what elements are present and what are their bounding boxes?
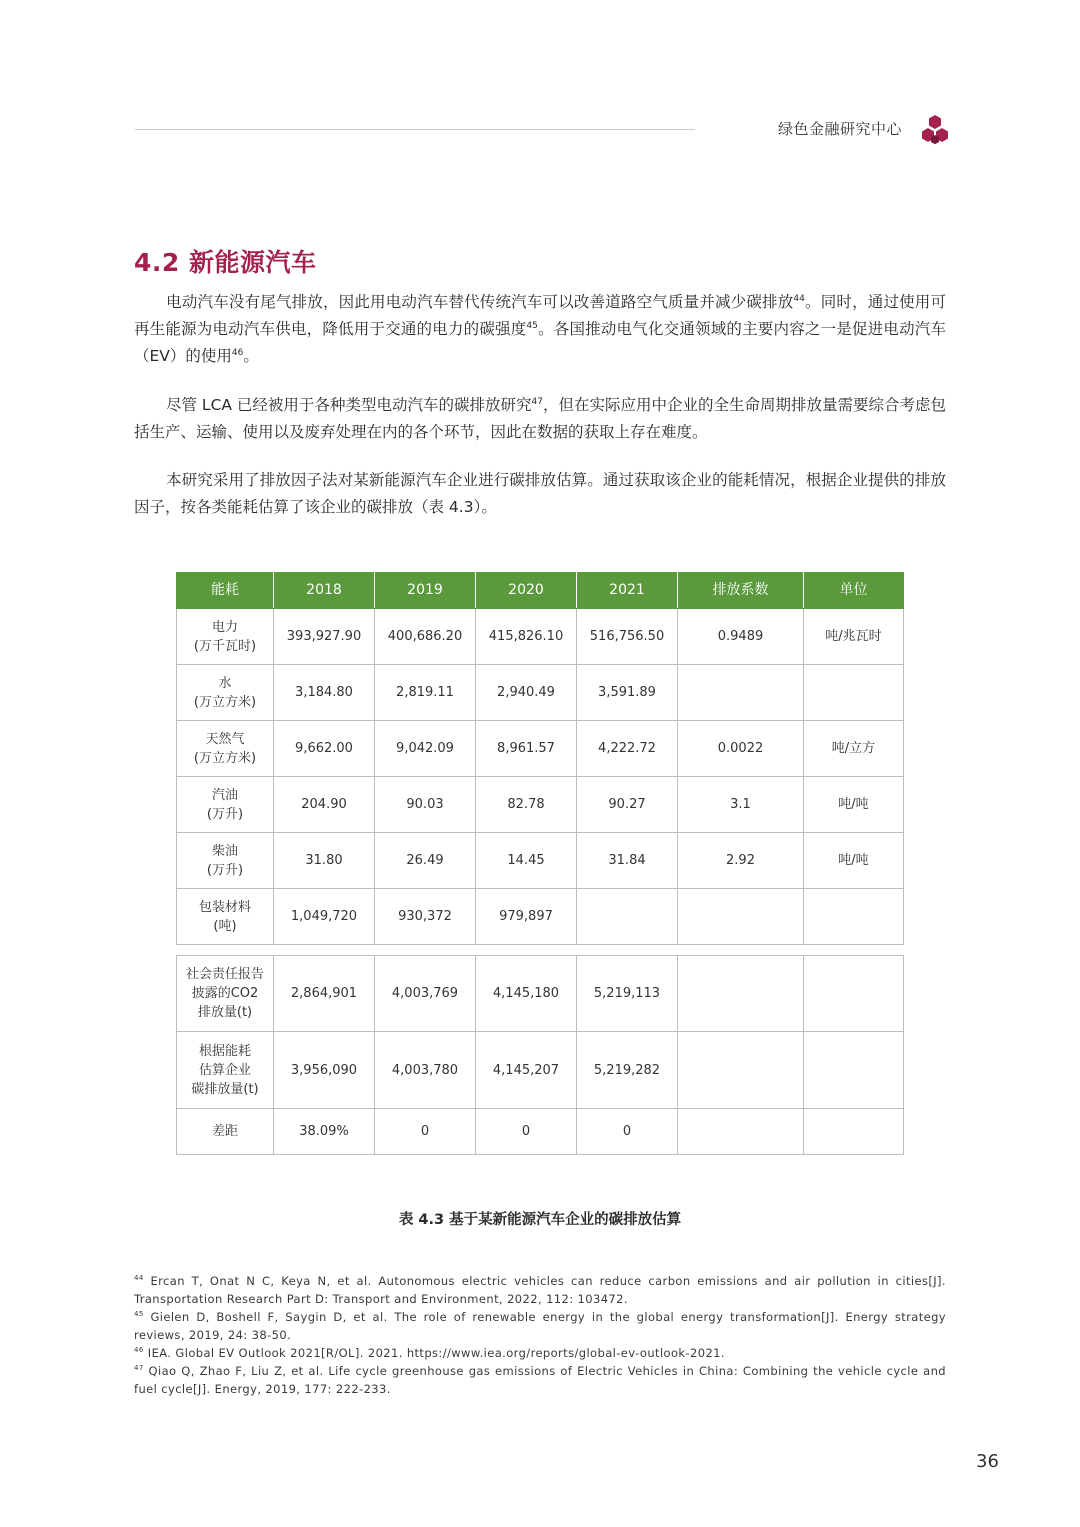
header-energy: 能耗 (177, 573, 274, 609)
cell-2021: 3,591.89 (577, 665, 678, 721)
row-label: 水 (万立方米) (177, 665, 274, 721)
cell-2018: 31.80 (274, 833, 375, 889)
cell-unit: 吨/立方 (804, 721, 904, 777)
cell-2020: 8,961.57 (476, 721, 577, 777)
cell-2021: 0 (577, 1109, 678, 1155)
table-row (177, 665, 904, 721)
footnote-44: $^{44}$ Ercan T, Onat N C, Keya N, et al. Autonomous electric vehicles can reduce carbon emissions and air pollution in cities[J]. Transportation Research Part D: Transport and Environment, 2022, 112: 103472. (134, 1274, 946, 1306)
cell-2020: 415,826.10 (476, 609, 577, 665)
cell-unit (804, 956, 904, 1032)
cell-2019: 9,042.09 (375, 721, 476, 777)
header-coefficient: 排放系数 (678, 573, 804, 609)
cell-2018: 3,184.80 (274, 665, 375, 721)
cell-2019: 930,372 (375, 889, 476, 945)
cell-2018: 38.09% (274, 1109, 375, 1155)
header-rule (135, 129, 695, 130)
row-label: 包装材料 (吨) (177, 889, 274, 945)
table-row (177, 777, 904, 833)
cell-coefficient (678, 889, 804, 945)
footnote-ref-47[interactable]: 47 (531, 397, 543, 407)
cell-unit (804, 1109, 904, 1155)
footnote-47: $^{47}$ Qiao Q, Zhao F, Liu Z, et al. Life cycle greenhouse gas emissions of Electric Vehicles in China: Combining the vehicle cycle and fuel cycle[J]. Energy, 2019, 177: 222-233. (134, 1364, 947, 1396)
cell-unit: 吨/吨 (804, 777, 904, 833)
table-row (177, 833, 904, 889)
row-label: 天然气 (万立方米) (177, 721, 274, 777)
table-header-row (177, 573, 904, 609)
cell-coefficient: 0.9489 (678, 609, 804, 665)
section-title: 4.2 新能源汽车 (134, 248, 317, 277)
row-label: 汽油 (万升) (177, 777, 274, 833)
cell-unit (804, 1032, 904, 1109)
cell-2018: 2,864,901 (274, 956, 375, 1032)
paragraph-2: 尽管 LCA 已经被用于各种类型电动汽车的碳排放研究$^{47}$，但在实际应用中企业的全生命周期排放量需要综合考虑包括生产、运输、使用以及废弃处理在内的各个环节，因此在数据的获取上存在难度。 (134, 396, 946, 441)
cell-2018: 204.90 (274, 777, 375, 833)
cell-unit: 吨/兆瓦时 (804, 609, 904, 665)
header-2018: 2018 (274, 573, 375, 609)
cell-unit (804, 889, 904, 945)
footnote-45: $^{45}$ Gielen D, Boshell F, Saygin D, et al. The role of renewable energy in the global energy transformation[J]. Energy strategy reviews, 2019, 24: 38-50. (134, 1310, 946, 1342)
cell-2019: 4,003,769 (375, 956, 476, 1032)
cell-2018: 3,956,090 (274, 1032, 375, 1109)
cell-2019: 90.03 (375, 777, 476, 833)
cell-2019: 4,003,780 (375, 1032, 476, 1109)
row-label: 柴油 (万升) (177, 833, 274, 889)
cell-2018: 393,927.90 (274, 609, 375, 665)
footnote-46: $^{46}$ IEA. Global EV Outlook 2021[R/OL]. 2021. https://www.iea.org/reports/global-ev-outlook-2021. (134, 1346, 725, 1360)
cell-2020: 4,145,207 (476, 1032, 577, 1109)
table-row (177, 1109, 904, 1155)
footnote-ref-45[interactable]: 45 (526, 321, 538, 331)
cell-2021: 5,219,113 (577, 956, 678, 1032)
table-row (177, 1032, 904, 1109)
table-caption: 表 4.3 基于某新能源汽车企业的碳排放估算 (398, 1212, 682, 1228)
emission-comparison-table (176, 955, 904, 1155)
cell-coefficient: 0.0022 (678, 721, 804, 777)
table-row (177, 956, 904, 1032)
cell-2020: 2,940.49 (476, 665, 577, 721)
energy-consumption-table (176, 572, 904, 945)
cell-2020: 14.45 (476, 833, 577, 889)
cell-2021: 516,756.50 (577, 609, 678, 665)
row-label: 差距 (177, 1109, 274, 1155)
cell-2020: 0 (476, 1109, 577, 1155)
header-2021: 2021 (577, 573, 678, 609)
footnotes (134, 1272, 946, 1398)
table-row (177, 609, 904, 665)
row-label: 根据能耗 估算企业 碳排放量(t) (177, 1032, 274, 1109)
cell-2018: 9,662.00 (274, 721, 375, 777)
cell-coefficient (678, 665, 804, 721)
cell-unit (804, 665, 904, 721)
header-2019: 2019 (375, 573, 476, 609)
cell-2021: 90.27 (577, 777, 678, 833)
cell-2020: 82.78 (476, 777, 577, 833)
cell-unit: 吨/吨 (804, 833, 904, 889)
cell-2021 (577, 889, 678, 945)
hexagon-logo-icon (920, 114, 950, 146)
cell-2019: 2,819.11 (375, 665, 476, 721)
table-row (177, 889, 904, 945)
row-label: 社会责任报告 披露的CO2 排放量(t) (177, 956, 274, 1032)
cell-2021: 31.84 (577, 833, 678, 889)
footnote-ref-44[interactable]: 44 (793, 294, 805, 304)
page-number: 36 (976, 1451, 999, 1472)
table-row (177, 721, 904, 777)
cell-coefficient: 2.92 (678, 833, 804, 889)
paragraph-1: 电动汽车没有尾气排放，因此用电动汽车替代传统汽车可以改善道路空气质量并减少碳排放$^{44}$。同时，通过使用可再生能源为电动汽车供电，降低用于交通的电力的碳强度$^{45}$。各国推动电气化交通领域的主要内容之一是促进电动汽车（EV）的使用$^{46}$。 (134, 293, 946, 365)
cell-2020: 979,897 (476, 889, 577, 945)
cell-coefficient (678, 1032, 804, 1109)
cell-2021: 4,222.72 (577, 721, 678, 777)
cell-2018: 1,049,720 (274, 889, 375, 945)
cell-2019: 26.49 (375, 833, 476, 889)
cell-2021: 5,219,282 (577, 1032, 678, 1109)
paragraph-3: 本研究采用了排放因子法对某新能源汽车企业进行碳排放估算。通过获取该企业的能耗情况，根据企业提供的排放因子，按各类能耗估算了该企业的碳排放（表 4.3）。 (134, 471, 946, 516)
row-label: 电力 (万千瓦时) (177, 609, 274, 665)
header-unit: 单位 (804, 573, 904, 609)
header-2020: 2020 (476, 573, 577, 609)
cell-coefficient (678, 1109, 804, 1155)
header-title: 绿色金融研究中心 (778, 120, 903, 138)
cell-coefficient: 3.1 (678, 777, 804, 833)
cell-2020: 4,145,180 (476, 956, 577, 1032)
cell-coefficient (678, 956, 804, 1032)
footnote-ref-46[interactable]: 46 (231, 348, 244, 358)
cell-2019: 400,686.20 (375, 609, 476, 665)
cell-2019: 0 (375, 1109, 476, 1155)
